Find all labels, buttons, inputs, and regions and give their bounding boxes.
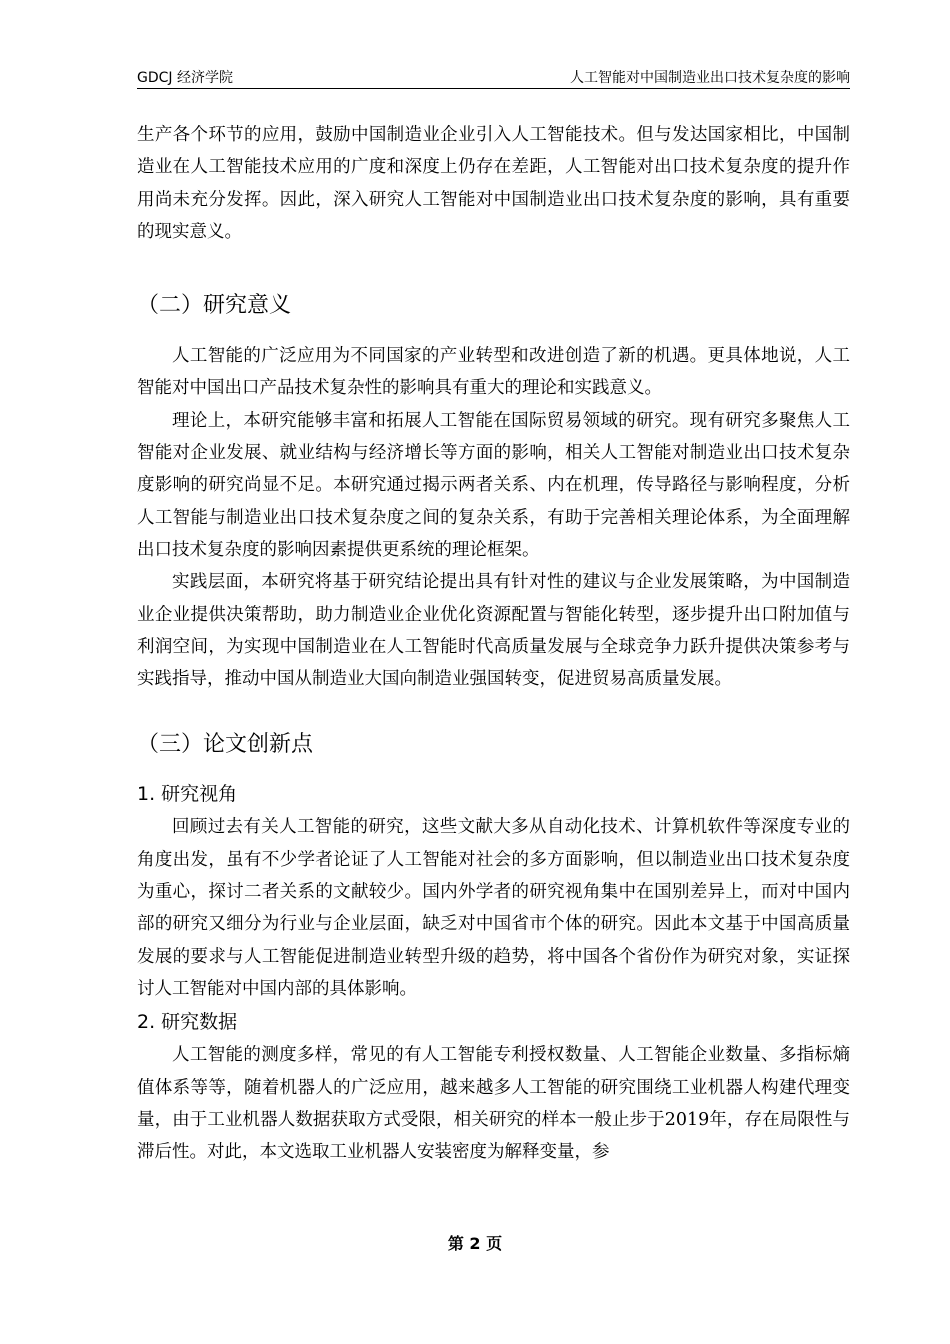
data-paragraph: 人工智能的测度多样，常见的有人工智能专利授权数量、人工智能企业数量、多指标熵值体系等等，随着机器人的广泛应用，越来越多人工智能的研究围绕工业机器人构建代理变量，由于工业机器人数据获取方式受限，相关研究的样本一般止步于2019年，存在局限性与滞后性。对此，本文选取工业机器人安装密度为解释变量，参 (137, 1045, 850, 1163)
subsection-heading-data: 2. 研究数据 (137, 1011, 238, 1034)
page-header (137, 66, 850, 89)
significance-paragraph-2: 理论上，本研究能够丰富和拓展人工智能在国际贸易领域的研究。现有研究多聚焦人工智能对企业发展、就业结构与经济增长等方面的影响，相关人工智能对制造业出口技术复杂度影响的研究尚显不足。本研究通过揭示两者关系、内在机理，传导路径与影响程度，分析人工智能与制造业出口技术复杂度之间的复杂关系，有助于完善相关理论体系，为全面理解出口技术复杂度的影响因素提供更系统的理论框架。 (137, 410, 850, 560)
significance-paragraph-3: 实践层面，本研究将基于研究结论提出具有针对性的建议与企业发展策略，为中国制造业企业提供决策帮助，助力制造业企业优化资源配置与智能化转型，逐步提升出口附加值与利润空间，为实现中国制造业在人工智能时代高质量发展与全球竞争力跃升提供决策参考与实践指导，推动中国从制造业大国向制造业强国转变，促进贸易高质量发展。 (137, 572, 850, 690)
section-heading-research-significance: （二）研究意义 (137, 293, 292, 319)
intro-paragraph: 生产各个环节的应用，鼓励中国制造业企业引入人工智能技术。但与发达国家相比，中国制造业在人工智能技术应用的广度和深度上仍存在差距，人工智能对出口技术复杂度的提升作用尚未充分发挥。因此，深入研究人工智能对中国制造业出口技术复杂度的影响，具有重要的现实意义。 (137, 125, 850, 242)
page-content (137, 119, 850, 1168)
header-institution: GDCJ 经济学院 (137, 70, 233, 86)
page-number: 第 2 页 (447, 1234, 503, 1253)
subsection-heading-perspective: 1. 研究视角 (137, 783, 238, 806)
perspective-paragraph: 回顾过去有关人工智能的研究，这些文献大多从自动化技术、计算机软件等深度专业的角度出发，虽有不少学者论证了人工智能对社会的多方面影响，但以制造业出口技术复杂度为重心，探讨二者关系的文献较少。国内外学者的研究视角集中在国别差异上，而对中国内部的研究又细分为行业与企业层面，缺乏对中国省市个体的研究。因此本文基于中国高质量发展的要求与人工智能促进制造业转型升级的趋势，将中国各个省份作为研究对象，实证探讨人工智能对中国内部的具体影响。 (137, 817, 850, 999)
section-heading-innovation-points: （三）论文创新点 (137, 732, 314, 758)
significance-paragraph-1: 人工智能的广泛应用为不同国家的产业转型和改进创造了新的机遇。更具体地说，人工智能对中国出口产品技术复杂性的影响具有重大的理论和实践意义。 (137, 346, 850, 399)
header-thesis-title: 人工智能对中国制造业出口技术复杂度的影响 (570, 70, 850, 86)
